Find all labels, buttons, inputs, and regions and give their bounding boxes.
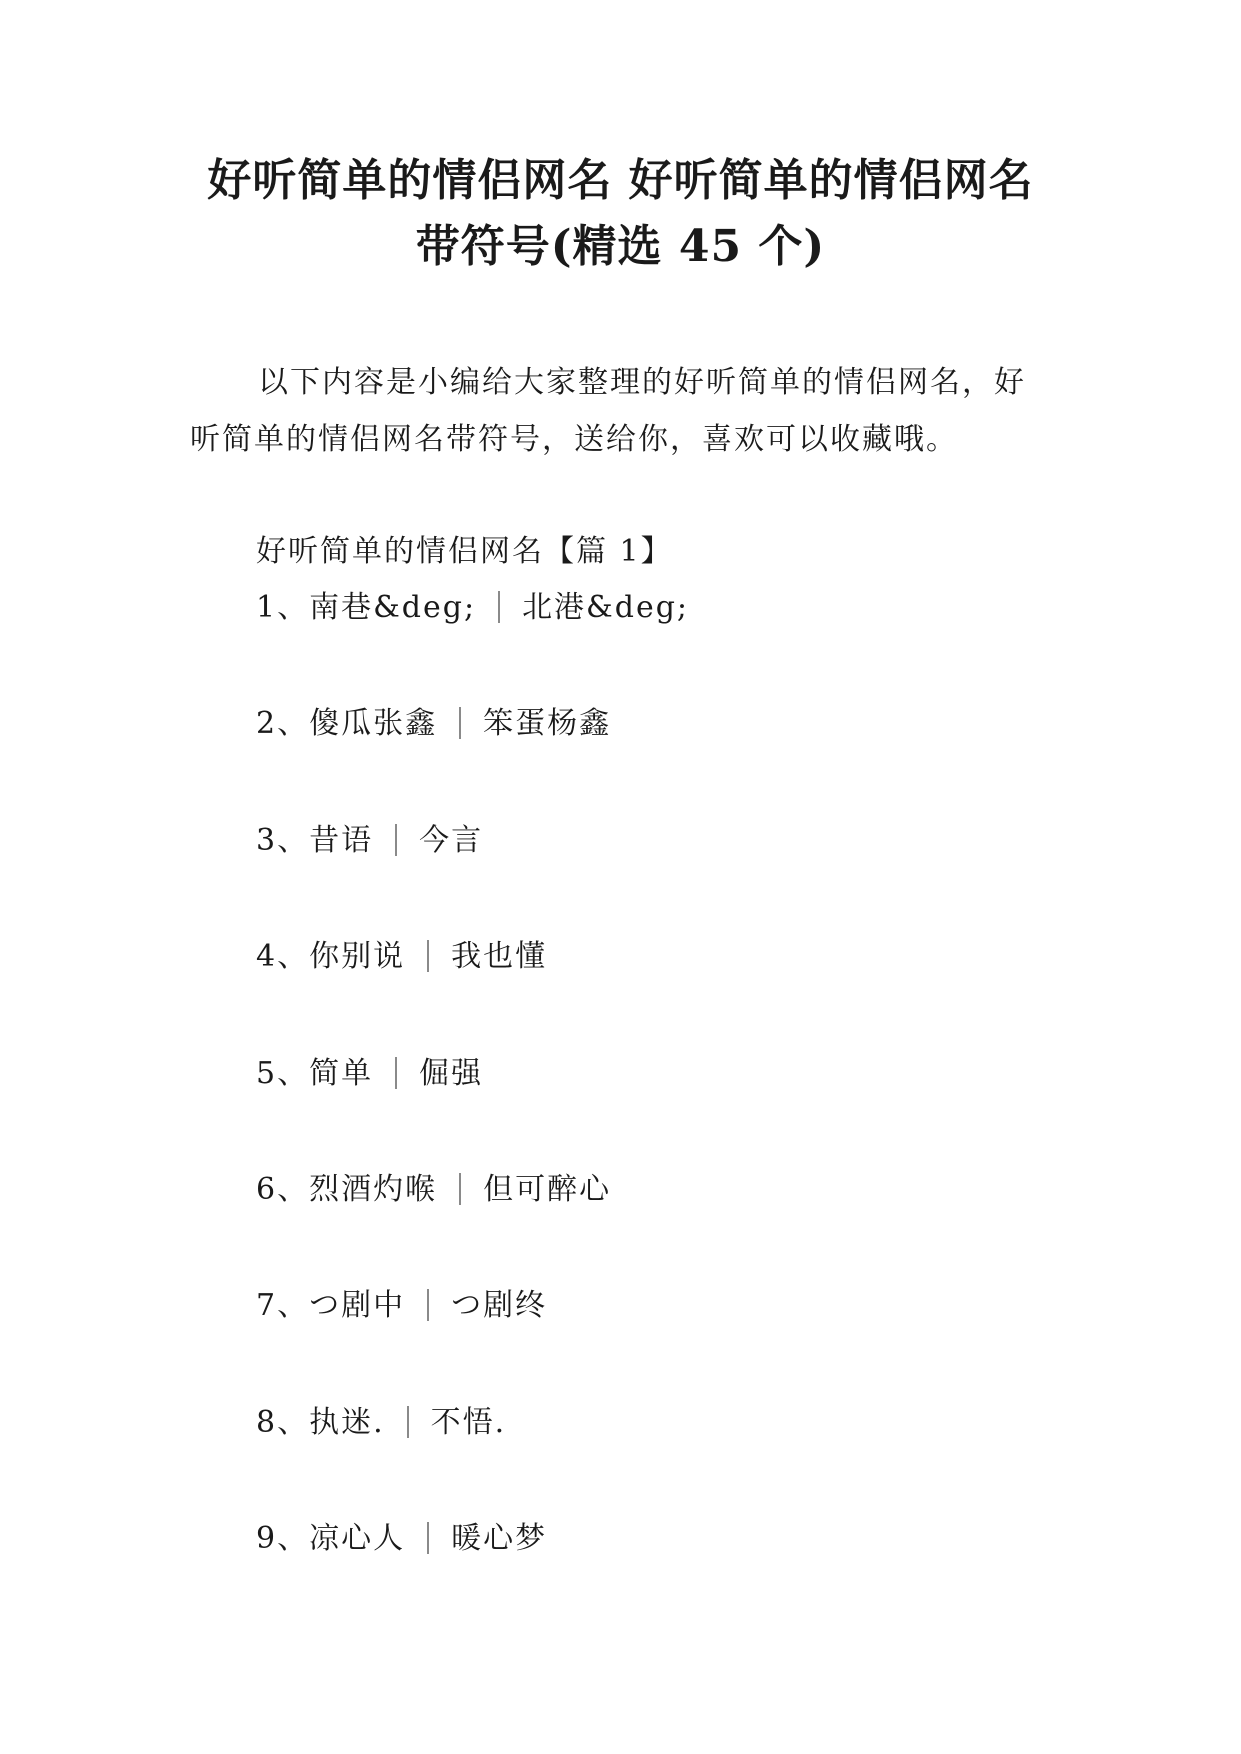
intro-line-2: 听简单的情侣网名带符号，送给你，喜欢可以收藏哦。: [190, 422, 958, 457]
separator-bar: [427, 940, 429, 972]
entry-right: 暖心梦: [451, 1521, 548, 1556]
entry-left: 9、凉心人: [256, 1521, 406, 1556]
section-heading: 好听简单的情侣网名【篇 1】: [256, 534, 673, 569]
list-item-3: [256, 817, 483, 865]
list-item-2: [256, 700, 611, 748]
list-item-9: [256, 1515, 547, 1563]
separator-bar: [459, 1173, 461, 1205]
entry-right: 倔强: [419, 1056, 484, 1091]
separator-bar: [407, 1406, 409, 1438]
list-item-1: [256, 584, 689, 632]
entry-right: 但可醉心: [483, 1172, 612, 1207]
list-item-5: [256, 1050, 483, 1098]
title-line-1: 好听简单的情侣网名 好听简单的情侣网名: [207, 155, 1034, 206]
entry-right: つ剧终: [451, 1288, 548, 1323]
intro-line-1: 以下内容是小编给大家整理的好听简单的情侣网名，好: [258, 365, 1026, 400]
separator-bar: [427, 1289, 429, 1321]
entry-right: 笨蛋杨鑫: [483, 706, 612, 741]
intro-paragraph: [190, 354, 1060, 468]
entry-right: 今言: [419, 823, 484, 858]
list-item-4: [256, 933, 547, 981]
entry-right: 我也懂: [451, 939, 548, 974]
entry-left: 4、你别说: [256, 939, 406, 974]
list-item-6: [256, 1166, 611, 1214]
entry-left: 5、简单: [256, 1056, 374, 1091]
entry-right: 北港&deg;: [522, 590, 690, 625]
entry-left: 7、つ剧中: [256, 1288, 406, 1323]
entry-left: 8、执迷.: [256, 1405, 385, 1440]
separator-bar: [459, 707, 461, 739]
separator-bar: [395, 1057, 397, 1089]
entry-right: 不悟.: [430, 1405, 507, 1440]
entry-left: 2、傻瓜张鑫: [256, 706, 438, 741]
entry-left: 1、南巷&deg;: [256, 590, 477, 625]
entry-left: 6、烈酒灼喉: [256, 1172, 438, 1207]
list-item-8: [256, 1399, 506, 1447]
title-line-2: 带符号(精选 45 个): [415, 221, 826, 272]
separator-bar: [427, 1522, 429, 1554]
separator-bar: [395, 824, 397, 856]
document-title: [150, 148, 1091, 280]
separator-bar: [498, 591, 500, 623]
list-item-7: [256, 1282, 547, 1330]
entry-left: 3、昔语: [256, 823, 374, 858]
